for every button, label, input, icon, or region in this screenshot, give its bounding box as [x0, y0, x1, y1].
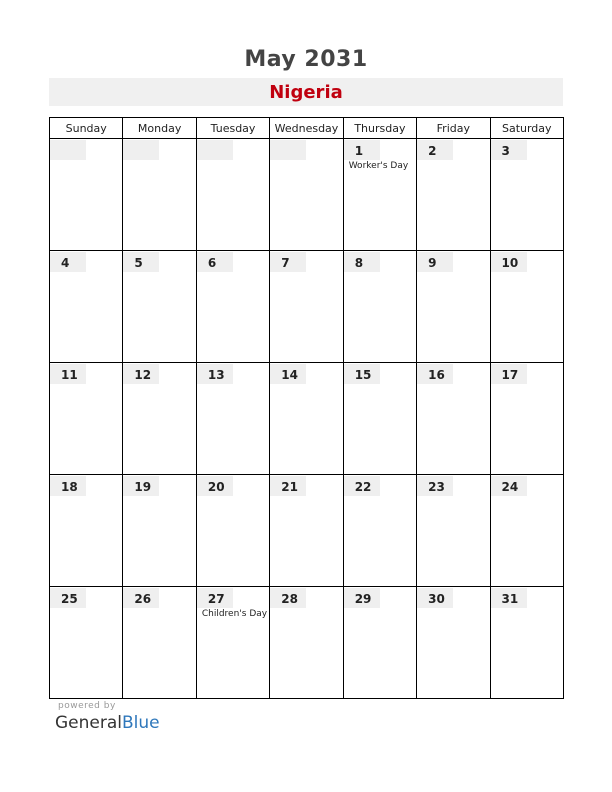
day-cell	[490, 587, 563, 699]
day-number: 8	[344, 252, 380, 272]
week-row	[50, 475, 564, 587]
weekday-header: Monday	[123, 118, 196, 139]
day-cell	[343, 251, 416, 363]
weekday-header: Friday	[417, 118, 490, 139]
day-number: 4	[50, 252, 86, 272]
day-number: 5	[123, 252, 159, 272]
day-cell	[417, 139, 490, 251]
day-number: 29	[344, 588, 380, 608]
day-number: 15	[344, 364, 380, 384]
day-cell	[343, 475, 416, 587]
day-number: 23	[417, 476, 453, 496]
day-number	[197, 140, 233, 160]
day-number: 22	[344, 476, 380, 496]
day-number	[123, 140, 159, 160]
weekday-header: Sunday	[50, 118, 123, 139]
day-number: 1	[344, 140, 380, 160]
weekday-header: Saturday	[490, 118, 563, 139]
week-row	[50, 363, 564, 475]
day-number: 9	[417, 252, 453, 272]
day-cell	[123, 251, 196, 363]
day-number	[270, 140, 306, 160]
day-number: 19	[123, 476, 159, 496]
day-cell	[490, 251, 563, 363]
day-number: 31	[491, 588, 527, 608]
day-cell	[123, 363, 196, 475]
day-number: 27	[197, 588, 233, 608]
day-number: 10	[491, 252, 527, 272]
day-cell	[343, 587, 416, 699]
day-cell	[270, 363, 343, 475]
week-row	[50, 251, 564, 363]
country-banner	[49, 78, 563, 106]
brand-general: General	[55, 713, 122, 733]
day-number: 7	[270, 252, 306, 272]
day-cell	[123, 139, 196, 251]
day-cell	[417, 363, 490, 475]
day-cell	[196, 587, 269, 699]
day-number: 30	[417, 588, 453, 608]
day-cell	[196, 363, 269, 475]
day-cell	[196, 475, 269, 587]
day-cell	[50, 251, 123, 363]
day-cell	[270, 475, 343, 587]
day-number: 21	[270, 476, 306, 496]
day-number: 25	[50, 588, 86, 608]
day-cell	[490, 475, 563, 587]
holiday-label: Children's Day	[201, 609, 268, 619]
generalblue-logo[interactable]	[55, 713, 160, 733]
day-cell	[270, 251, 343, 363]
holiday-label: Worker's Day	[348, 161, 409, 171]
day-number: 2	[417, 140, 453, 160]
day-number: 26	[123, 588, 159, 608]
day-cell	[50, 139, 123, 251]
day-cell	[196, 251, 269, 363]
day-cell	[50, 363, 123, 475]
day-number: 6	[197, 252, 233, 272]
day-cell	[417, 587, 490, 699]
week-row	[50, 139, 564, 251]
day-cell	[196, 139, 269, 251]
day-cell	[417, 475, 490, 587]
day-number: 3	[491, 140, 527, 160]
day-cell	[343, 139, 416, 251]
week-row	[50, 587, 564, 699]
country-name: Nigeria	[269, 82, 343, 103]
day-cell	[123, 475, 196, 587]
day-number: 14	[270, 364, 306, 384]
day-number: 11	[50, 364, 86, 384]
calendar-title: May 2031	[244, 47, 368, 72]
day-number: 13	[197, 364, 233, 384]
day-number: 16	[417, 364, 453, 384]
day-cell	[343, 363, 416, 475]
day-cell	[490, 139, 563, 251]
day-number	[50, 140, 86, 160]
day-number: 12	[123, 364, 159, 384]
day-cell	[270, 587, 343, 699]
day-number: 20	[197, 476, 233, 496]
brand-blue: Blue	[122, 713, 160, 733]
day-number: 24	[491, 476, 527, 496]
day-number: 17	[491, 364, 527, 384]
weekday-header: Tuesday	[196, 118, 269, 139]
day-cell	[270, 139, 343, 251]
day-cell	[417, 251, 490, 363]
calendar-grid	[49, 117, 564, 699]
day-cell	[50, 475, 123, 587]
day-cell	[490, 363, 563, 475]
powered-by-label: powered by	[58, 701, 116, 711]
day-number: 18	[50, 476, 86, 496]
weekday-header: Thursday	[343, 118, 416, 139]
weekday-header-row	[50, 118, 564, 139]
day-cell	[50, 587, 123, 699]
day-cell	[123, 587, 196, 699]
weekday-header: Wednesday	[270, 118, 343, 139]
day-number: 28	[270, 588, 306, 608]
